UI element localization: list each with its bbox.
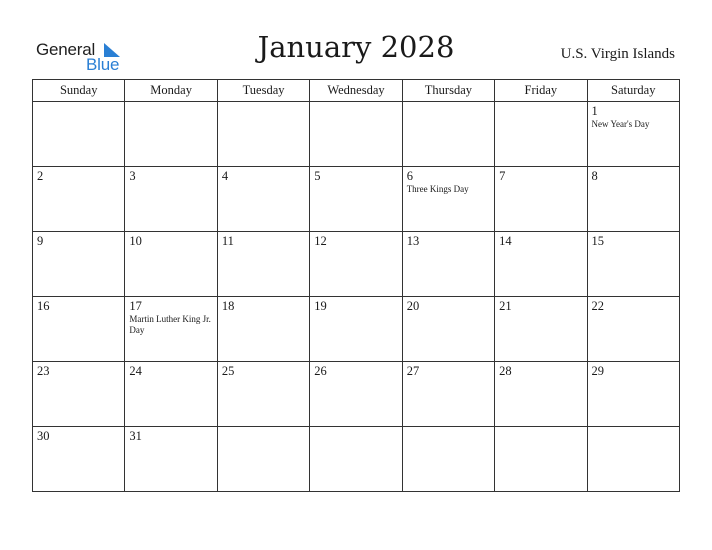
day-number: 12 — [314, 234, 327, 248]
day-cell — [125, 362, 217, 427]
day-cell — [33, 297, 125, 362]
logo-text-general: General — [36, 40, 96, 59]
day-number: 19 — [314, 299, 327, 313]
day-number: 6 — [406, 169, 413, 183]
week-row — [33, 232, 680, 297]
day-cell — [587, 297, 679, 362]
day-number: 31 — [129, 429, 142, 443]
weekday-header-row — [33, 80, 680, 102]
day-cell — [587, 362, 679, 427]
day-number: 1 — [591, 104, 598, 118]
day-cell — [402, 167, 494, 232]
day-cell — [125, 427, 217, 492]
week-row — [33, 102, 680, 167]
logo-text-blue: Blue — [86, 55, 120, 74]
day-cell — [587, 102, 679, 167]
empty-day-cell — [587, 427, 679, 492]
holiday-label: Martin Luther King Jr. Day — [129, 314, 211, 335]
day-cell — [402, 362, 494, 427]
day-cell — [217, 362, 309, 427]
day-cell — [217, 297, 309, 362]
day-number: 21 — [499, 299, 512, 313]
empty-day-cell — [310, 427, 402, 492]
day-number: 26 — [314, 364, 327, 378]
day-number: 3 — [129, 169, 136, 183]
day-cell — [587, 232, 679, 297]
day-number: 30 — [37, 429, 50, 443]
day-cell — [310, 297, 402, 362]
day-cell — [310, 167, 402, 232]
day-cell — [310, 232, 402, 297]
day-number: 5 — [314, 169, 321, 183]
weekday-header-sunday: Sunday — [33, 80, 125, 102]
day-number: 25 — [221, 364, 235, 378]
day-cell — [402, 297, 494, 362]
empty-day-cell — [217, 102, 309, 167]
empty-day-cell — [402, 102, 494, 167]
day-cell — [33, 167, 125, 232]
day-number: 11 — [221, 234, 234, 248]
holiday-label: Three Kings Day — [406, 184, 469, 194]
calendar-title: January 2028 — [257, 30, 455, 64]
day-cell — [33, 427, 125, 492]
empty-day-cell — [217, 427, 309, 492]
week-row — [33, 167, 680, 232]
day-number: 10 — [129, 234, 142, 248]
day-cell — [217, 167, 309, 232]
empty-day-cell — [310, 102, 402, 167]
empty-day-cell — [495, 427, 587, 492]
day-number: 13 — [406, 234, 420, 248]
day-number: 8 — [591, 169, 598, 183]
day-cell — [402, 232, 494, 297]
day-number: 29 — [591, 364, 605, 378]
day-cell — [33, 232, 125, 297]
empty-day-cell — [125, 102, 217, 167]
day-cell — [495, 167, 587, 232]
day-number: 15 — [591, 234, 605, 248]
day-number: 27 — [406, 364, 420, 378]
day-number: 17 — [129, 299, 142, 313]
day-number: 23 — [37, 364, 50, 378]
day-cell — [587, 167, 679, 232]
weekday-header-tuesday: Tuesday — [217, 80, 309, 102]
empty-day-cell — [402, 427, 494, 492]
weekday-header-thursday: Thursday — [402, 80, 494, 102]
day-number: 7 — [499, 169, 506, 183]
day-number: 28 — [499, 364, 512, 378]
day-cell — [125, 297, 217, 362]
day-cell — [33, 362, 125, 427]
day-cell — [310, 362, 402, 427]
day-number: 18 — [221, 299, 235, 313]
day-number: 14 — [499, 234, 512, 248]
day-number: 4 — [221, 169, 229, 183]
day-number: 22 — [591, 299, 605, 313]
day-number: 16 — [37, 299, 50, 313]
empty-day-cell — [33, 102, 125, 167]
day-number: 2 — [37, 169, 44, 183]
month-calendar-grid — [32, 79, 680, 492]
holiday-label: New Year's Day — [591, 119, 650, 129]
weekday-header-wednesday: Wednesday — [310, 80, 402, 102]
day-cell — [495, 362, 587, 427]
week-row — [33, 362, 680, 427]
empty-day-cell — [495, 102, 587, 167]
day-cell — [495, 297, 587, 362]
region-label: U.S. Virgin Islands — [560, 46, 675, 62]
day-cell — [217, 232, 309, 297]
weekday-header-friday: Friday — [495, 80, 587, 102]
weekday-header-monday: Monday — [125, 80, 217, 102]
day-cell — [125, 167, 217, 232]
day-number: 20 — [406, 299, 420, 313]
weekday-header-saturday: Saturday — [587, 80, 679, 102]
day-number: 24 — [129, 364, 142, 378]
day-cell — [495, 232, 587, 297]
week-row — [33, 427, 680, 492]
day-cell — [125, 232, 217, 297]
day-number: 9 — [37, 234, 44, 248]
week-row — [33, 297, 680, 362]
